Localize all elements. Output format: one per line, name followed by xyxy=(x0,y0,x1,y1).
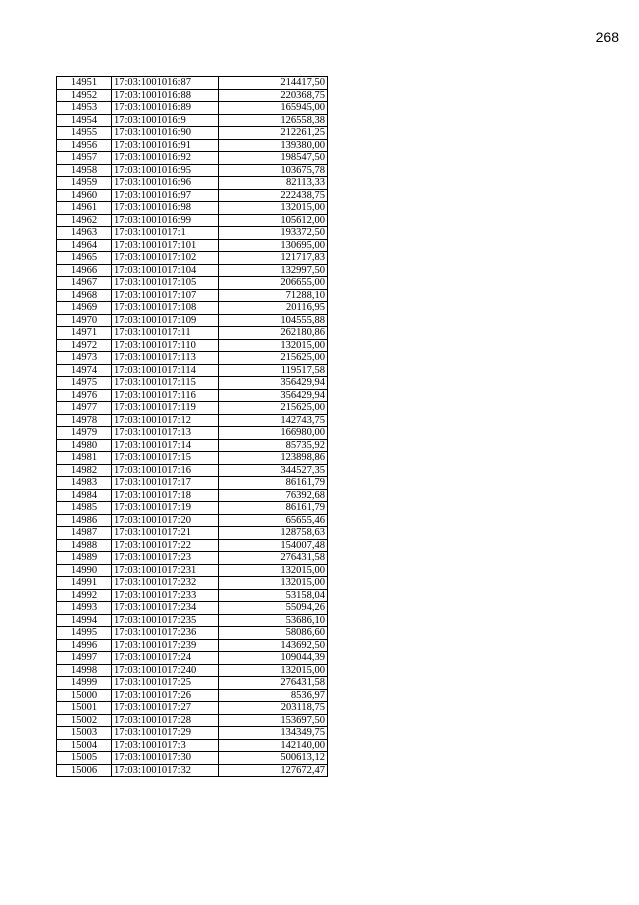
value-cell: 128758,63 xyxy=(219,527,328,540)
cadastral-number-cell: 17:03:1001017:21 xyxy=(112,527,219,540)
cadastral-number-cell: 17:03:1001017:11 xyxy=(112,327,219,340)
row-number-cell: 14978 xyxy=(57,414,112,427)
value-cell: 132015,00 xyxy=(219,202,328,215)
cadastral-number-cell: 17:03:1001017:26 xyxy=(112,689,219,702)
value-cell: 198547,50 xyxy=(219,152,328,165)
table-row xyxy=(57,539,328,552)
value-cell: 165945,00 xyxy=(219,102,328,115)
row-number-cell: 14985 xyxy=(57,502,112,515)
cadastral-number-cell: 17:03:1001016:96 xyxy=(112,177,219,190)
row-number-cell: 14971 xyxy=(57,327,112,340)
value-cell: 71288,10 xyxy=(219,289,328,302)
row-number-cell: 14977 xyxy=(57,402,112,415)
row-number-cell: 14990 xyxy=(57,564,112,577)
row-number-cell: 14968 xyxy=(57,289,112,302)
row-number-cell: 14995 xyxy=(57,627,112,640)
cadastral-number-cell: 17:03:1001016:98 xyxy=(112,202,219,215)
cadastral-number-cell: 17:03:1001017:14 xyxy=(112,439,219,452)
row-number-cell: 15005 xyxy=(57,752,112,765)
value-cell: 104555,88 xyxy=(219,314,328,327)
row-number-cell: 14984 xyxy=(57,489,112,502)
cadastral-number-cell: 17:03:1001017:119 xyxy=(112,402,219,415)
cadastral-number-cell: 17:03:1001017:239 xyxy=(112,639,219,652)
value-cell: 126558,38 xyxy=(219,114,328,127)
row-number-cell: 14967 xyxy=(57,277,112,290)
cadastral-number-cell: 17:03:1001016:91 xyxy=(112,139,219,152)
table-row xyxy=(57,239,328,252)
value-cell: 212261,25 xyxy=(219,127,328,140)
value-cell: 58086,60 xyxy=(219,627,328,640)
cadastral-number-cell: 17:03:1001017:15 xyxy=(112,452,219,465)
value-cell: 220368,75 xyxy=(219,89,328,102)
value-cell: 142140,00 xyxy=(219,739,328,752)
data-table xyxy=(56,76,328,777)
row-number-cell: 14952 xyxy=(57,89,112,102)
table-row xyxy=(57,77,328,90)
cadastral-number-cell: 17:03:1001017:27 xyxy=(112,702,219,715)
cadastral-number-cell: 17:03:1001017:102 xyxy=(112,252,219,265)
value-cell: 85735,92 xyxy=(219,439,328,452)
cadastral-number-cell: 17:03:1001017:110 xyxy=(112,339,219,352)
table-row xyxy=(57,614,328,627)
table-row xyxy=(57,577,328,590)
row-number-cell: 14986 xyxy=(57,514,112,527)
table-row xyxy=(57,477,328,490)
cadastral-number-cell: 17:03:1001016:92 xyxy=(112,152,219,165)
row-number-cell: 15006 xyxy=(57,764,112,777)
table-row xyxy=(57,352,328,365)
value-cell: 55094,26 xyxy=(219,602,328,615)
row-number-cell: 14973 xyxy=(57,352,112,365)
row-number-cell: 14956 xyxy=(57,139,112,152)
cadastral-number-cell: 17:03:1001016:95 xyxy=(112,164,219,177)
table-row xyxy=(57,377,328,390)
value-cell: 500613,12 xyxy=(219,752,328,765)
cadastral-number-cell: 17:03:1001017:107 xyxy=(112,289,219,302)
row-number-cell: 14981 xyxy=(57,452,112,465)
value-cell: 276431,58 xyxy=(219,552,328,565)
table-row xyxy=(57,252,328,265)
row-number-cell: 14964 xyxy=(57,239,112,252)
cadastral-number-cell: 17:03:1001016:88 xyxy=(112,89,219,102)
value-cell: 193372,50 xyxy=(219,227,328,240)
row-number-cell: 14963 xyxy=(57,227,112,240)
cadastral-number-cell: 17:03:1001017:19 xyxy=(112,502,219,515)
table-row xyxy=(57,414,328,427)
table-row xyxy=(57,652,328,665)
table-row xyxy=(57,127,328,140)
row-number-cell: 14955 xyxy=(57,127,112,140)
row-number-cell: 14997 xyxy=(57,652,112,665)
row-number-cell: 14993 xyxy=(57,602,112,615)
row-number-cell: 14996 xyxy=(57,639,112,652)
row-number-cell: 14961 xyxy=(57,202,112,215)
table-row xyxy=(57,177,328,190)
table-row xyxy=(57,689,328,702)
value-cell: 65655,46 xyxy=(219,514,328,527)
table-row xyxy=(57,677,328,690)
table-body xyxy=(57,77,328,777)
row-number-cell: 14958 xyxy=(57,164,112,177)
cadastral-number-cell: 17:03:1001017:114 xyxy=(112,364,219,377)
value-cell: 86161,79 xyxy=(219,477,328,490)
cadastral-number-cell: 17:03:1001017:231 xyxy=(112,564,219,577)
value-cell: 8536,97 xyxy=(219,689,328,702)
table-row xyxy=(57,714,328,727)
row-number-cell: 14970 xyxy=(57,314,112,327)
table-row xyxy=(57,752,328,765)
row-number-cell: 14962 xyxy=(57,214,112,227)
table-row xyxy=(57,364,328,377)
table-row xyxy=(57,489,328,502)
row-number-cell: 14991 xyxy=(57,577,112,590)
value-cell: 53158,04 xyxy=(219,589,328,602)
cadastral-number-cell: 17:03:1001017:13 xyxy=(112,427,219,440)
value-cell: 53686,10 xyxy=(219,614,328,627)
value-cell: 82113,33 xyxy=(219,177,328,190)
value-cell: 356429,94 xyxy=(219,389,328,402)
value-cell: 123898,86 xyxy=(219,452,328,465)
value-cell: 154007,48 xyxy=(219,539,328,552)
table-row xyxy=(57,152,328,165)
value-cell: 86161,79 xyxy=(219,502,328,515)
table-row xyxy=(57,289,328,302)
value-cell: 20116,95 xyxy=(219,302,328,315)
table-row xyxy=(57,114,328,127)
row-number-cell: 14979 xyxy=(57,427,112,440)
row-number-cell: 14954 xyxy=(57,114,112,127)
cadastral-number-cell: 17:03:1001017:232 xyxy=(112,577,219,590)
value-cell: 76392,68 xyxy=(219,489,328,502)
cadastral-number-cell: 17:03:1001017:29 xyxy=(112,727,219,740)
value-cell: 132015,00 xyxy=(219,664,328,677)
row-number-cell: 14975 xyxy=(57,377,112,390)
row-number-cell: 14992 xyxy=(57,589,112,602)
row-number-cell: 14960 xyxy=(57,189,112,202)
value-cell: 153697,50 xyxy=(219,714,328,727)
value-cell: 203118,75 xyxy=(219,702,328,715)
row-number-cell: 15000 xyxy=(57,689,112,702)
table-row xyxy=(57,627,328,640)
cadastral-number-cell: 17:03:1001017:116 xyxy=(112,389,219,402)
value-cell: 262180,86 xyxy=(219,327,328,340)
cadastral-number-cell: 17:03:1001017:236 xyxy=(112,627,219,640)
cadastral-number-cell: 17:03:1001016:89 xyxy=(112,102,219,115)
table-row xyxy=(57,389,328,402)
table-row xyxy=(57,439,328,452)
cadastral-number-cell: 17:03:1001017:16 xyxy=(112,464,219,477)
value-cell: 142743,75 xyxy=(219,414,328,427)
cadastral-number-cell: 17:03:1001017:113 xyxy=(112,352,219,365)
row-number-cell: 14972 xyxy=(57,339,112,352)
table-row xyxy=(57,214,328,227)
value-cell: 132015,00 xyxy=(219,577,328,590)
row-number-cell: 14989 xyxy=(57,552,112,565)
value-cell: 166980,00 xyxy=(219,427,328,440)
cadastral-number-cell: 17:03:1001016:90 xyxy=(112,127,219,140)
cadastral-number-cell: 17:03:1001016:97 xyxy=(112,189,219,202)
table-row xyxy=(57,202,328,215)
value-cell: 127672,47 xyxy=(219,764,328,777)
cadastral-number-cell: 17:03:1001017:105 xyxy=(112,277,219,290)
table-row xyxy=(57,502,328,515)
cadastral-number-cell: 17:03:1001017:101 xyxy=(112,239,219,252)
value-cell: 121717,83 xyxy=(219,252,328,265)
table-row xyxy=(57,764,328,777)
table-row xyxy=(57,264,328,277)
row-number-cell: 15002 xyxy=(57,714,112,727)
value-cell: 276431,58 xyxy=(219,677,328,690)
table-row xyxy=(57,564,328,577)
cadastral-number-cell: 17:03:1001016:87 xyxy=(112,77,219,90)
row-number-cell: 14969 xyxy=(57,302,112,315)
cadastral-number-cell: 17:03:1001017:24 xyxy=(112,652,219,665)
table-row xyxy=(57,639,328,652)
value-cell: 356429,94 xyxy=(219,377,328,390)
row-number-cell: 14983 xyxy=(57,477,112,490)
cadastral-number-cell: 17:03:1001017:240 xyxy=(112,664,219,677)
cadastral-number-cell: 17:03:1001016:9 xyxy=(112,114,219,127)
value-cell: 105612,00 xyxy=(219,214,328,227)
cadastral-number-cell: 17:03:1001017:25 xyxy=(112,677,219,690)
table-row xyxy=(57,452,328,465)
row-number-cell: 14966 xyxy=(57,264,112,277)
row-number-cell: 14987 xyxy=(57,527,112,540)
cadastral-number-cell: 17:03:1001017:233 xyxy=(112,589,219,602)
row-number-cell: 14994 xyxy=(57,614,112,627)
value-cell: 132015,00 xyxy=(219,339,328,352)
row-number-cell: 14957 xyxy=(57,152,112,165)
cadastral-number-cell: 17:03:1001017:17 xyxy=(112,477,219,490)
table-row xyxy=(57,664,328,677)
cadastral-number-cell: 17:03:1001017:23 xyxy=(112,552,219,565)
table-row xyxy=(57,139,328,152)
table-row xyxy=(57,427,328,440)
cadastral-number-cell: 17:03:1001016:99 xyxy=(112,214,219,227)
table-row xyxy=(57,739,328,752)
page-number: 268 xyxy=(595,29,619,45)
value-cell: 215625,00 xyxy=(219,352,328,365)
table-row xyxy=(57,164,328,177)
cadastral-number-cell: 17:03:1001017:109 xyxy=(112,314,219,327)
value-cell: 344527,35 xyxy=(219,464,328,477)
value-cell: 132997,50 xyxy=(219,264,328,277)
table-row xyxy=(57,552,328,565)
value-cell: 222438,75 xyxy=(219,189,328,202)
row-number-cell: 14999 xyxy=(57,677,112,690)
value-cell: 139380,00 xyxy=(219,139,328,152)
cadastral-number-cell: 17:03:1001017:12 xyxy=(112,414,219,427)
value-cell: 130695,00 xyxy=(219,239,328,252)
cadastral-number-cell: 17:03:1001017:20 xyxy=(112,514,219,527)
value-cell: 132015,00 xyxy=(219,564,328,577)
cadastral-number-cell: 17:03:1001017:1 xyxy=(112,227,219,240)
table-row xyxy=(57,402,328,415)
row-number-cell: 14959 xyxy=(57,177,112,190)
row-number-cell: 14980 xyxy=(57,439,112,452)
value-cell: 109044,39 xyxy=(219,652,328,665)
value-cell: 215625,00 xyxy=(219,402,328,415)
value-cell: 119517,58 xyxy=(219,364,328,377)
cadastral-number-cell: 17:03:1001017:235 xyxy=(112,614,219,627)
cadastral-number-cell: 17:03:1001017:3 xyxy=(112,739,219,752)
table-row xyxy=(57,527,328,540)
table-row xyxy=(57,277,328,290)
table-row xyxy=(57,589,328,602)
row-number-cell: 14953 xyxy=(57,102,112,115)
table-row xyxy=(57,514,328,527)
cadastral-number-cell: 17:03:1001017:30 xyxy=(112,752,219,765)
row-number-cell: 14974 xyxy=(57,364,112,377)
cadastral-number-cell: 17:03:1001017:234 xyxy=(112,602,219,615)
cadastral-number-cell: 17:03:1001017:115 xyxy=(112,377,219,390)
cadastral-number-cell: 17:03:1001017:32 xyxy=(112,764,219,777)
table-row xyxy=(57,464,328,477)
cadastral-number-cell: 17:03:1001017:104 xyxy=(112,264,219,277)
table-row xyxy=(57,339,328,352)
row-number-cell: 15003 xyxy=(57,727,112,740)
value-cell: 134349,75 xyxy=(219,727,328,740)
row-number-cell: 14988 xyxy=(57,539,112,552)
table-row xyxy=(57,302,328,315)
table-row xyxy=(57,89,328,102)
table-row xyxy=(57,227,328,240)
table-row xyxy=(57,602,328,615)
table-row xyxy=(57,727,328,740)
table-row xyxy=(57,102,328,115)
row-number-cell: 15001 xyxy=(57,702,112,715)
value-cell: 103675,78 xyxy=(219,164,328,177)
row-number-cell: 15004 xyxy=(57,739,112,752)
table-row xyxy=(57,327,328,340)
cadastral-number-cell: 17:03:1001017:108 xyxy=(112,302,219,315)
table-row xyxy=(57,189,328,202)
cadastral-number-cell: 17:03:1001017:22 xyxy=(112,539,219,552)
value-cell: 214417,50 xyxy=(219,77,328,90)
row-number-cell: 14965 xyxy=(57,252,112,265)
value-cell: 143692,50 xyxy=(219,639,328,652)
row-number-cell: 14982 xyxy=(57,464,112,477)
row-number-cell: 14998 xyxy=(57,664,112,677)
cadastral-number-cell: 17:03:1001017:28 xyxy=(112,714,219,727)
table-row xyxy=(57,314,328,327)
row-number-cell: 14976 xyxy=(57,389,112,402)
row-number-cell: 14951 xyxy=(57,77,112,90)
value-cell: 206655,00 xyxy=(219,277,328,290)
table-row xyxy=(57,702,328,715)
cadastral-number-cell: 17:03:1001017:18 xyxy=(112,489,219,502)
